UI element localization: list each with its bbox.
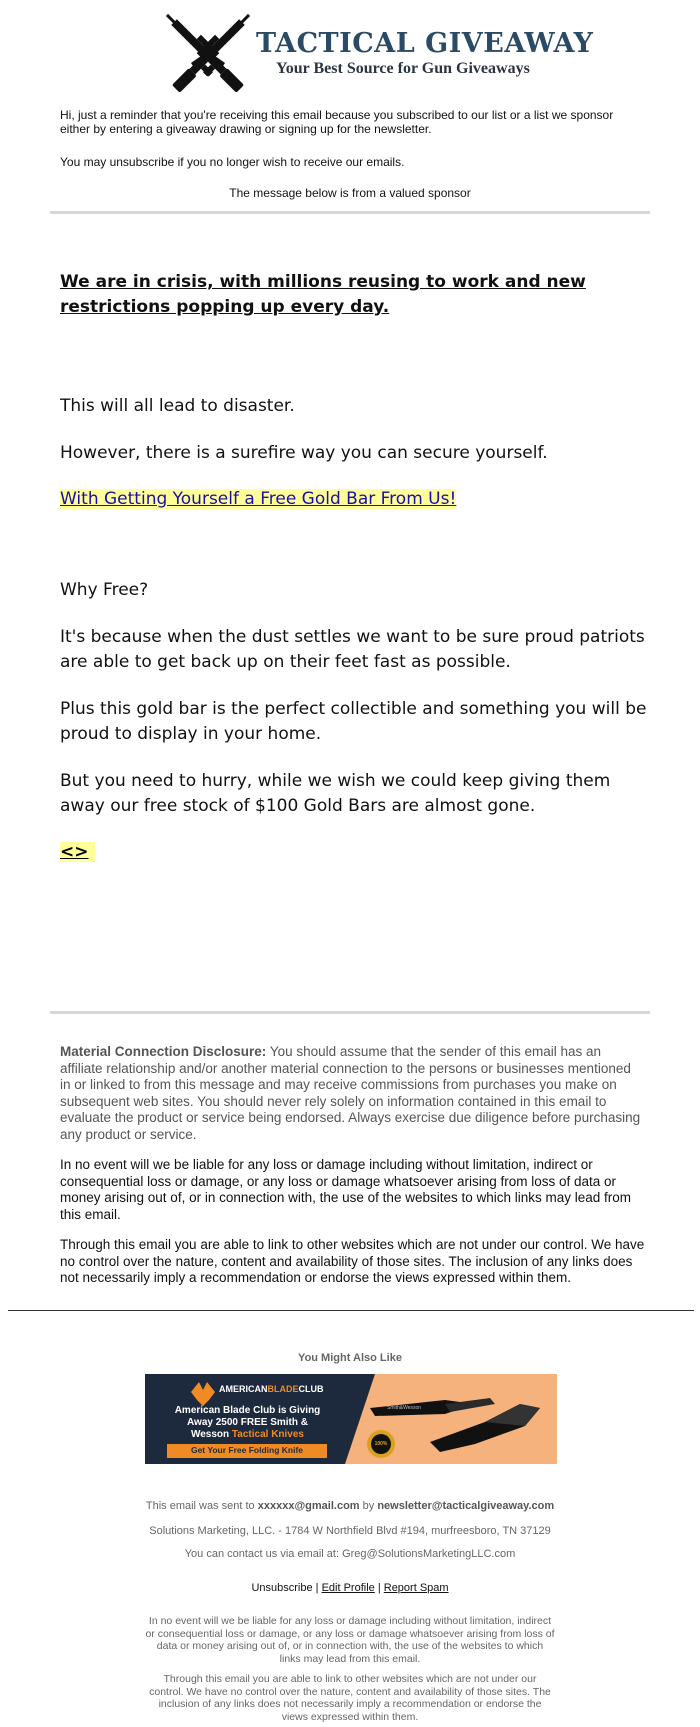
cta-link[interactable]: <> xyxy=(60,842,95,862)
external-links-disclaimer: Through this email you are able to link to other websites which are not under our control. We have no control over the nature, content and availability of those sites. The inclusion of any links does not necessarily imply a recommendation or endorse the views expressed within them. xyxy=(60,1237,645,1285)
crossed-rifles-icon xyxy=(158,10,258,102)
edit-profile-link[interactable]: Edit Profile xyxy=(321,1582,375,1594)
guarantee-seal-text: 100% xyxy=(374,1441,388,1447)
liability-disclaimer: In no event will we be liable for any loss or damage including without limitation, indirect or consequential loss or damage, or any loss or damage whatsoever arising from loss of data or money arising out of, or in connection with, the use of the websites to which links may lead from this email. xyxy=(60,1157,632,1222)
recipient-email: xxxxxx@gmail.com xyxy=(257,1500,360,1512)
knife-brand-label: Smith&Wesson xyxy=(387,1405,422,1411)
company-address: Solutions Marketing, LLC. - 1784 W Northfield Blvd #194, murfreesboro, TN 37129 xyxy=(149,1525,551,1537)
disclosure-title: Material Connection Disclosure: xyxy=(60,1044,267,1059)
divider-top xyxy=(50,211,650,214)
unsubscribe-link[interactable]: Unsubscribe xyxy=(251,1582,313,1594)
sponsor-paragraph-1: This will all lead to disaster. xyxy=(60,396,295,416)
contact-line: You can contact us via email at: Greg@SolutionsMarketingLLC.com xyxy=(184,1548,516,1560)
sponsor-headline: We are in crisis, with millions reusing to work and new restrictions popping up every day. xyxy=(60,272,586,317)
cta-link-wrap xyxy=(60,840,650,865)
subscription-reminder: Hi, just a reminder that you're receiving this email because you subscribed to our list or a list we sponsor either by entering a giveaway drawing or signing up for the newsletter. xyxy=(60,108,614,136)
sponsor-paragraph-3: Why Free? xyxy=(60,580,149,600)
sponsor-paragraph-5: Plus this gold bar is the perfect collectible and something you will be proud to display in your home. xyxy=(60,699,647,744)
sponsor-note: The message below is from a valued sponsor xyxy=(229,186,471,200)
sponsor-paragraph-6: But you need to hurry, while we wish we could keep giving them away our free stock of $100 Gold Bars are almost gone. xyxy=(60,771,611,816)
you-might-also-like-heading: You Might Also Like xyxy=(298,1352,402,1364)
sponsor-paragraph-2: However, there is a surefire way you can secure yourself. xyxy=(60,443,548,463)
report-spam-link[interactable]: Report Spam xyxy=(383,1582,449,1594)
american-blade-club-banner[interactable] xyxy=(145,1374,557,1464)
banner-button[interactable]: Get Your Free Folding Knife xyxy=(190,1445,304,1455)
sender-email: newsletter@tacticalgiveaway.com xyxy=(377,1500,555,1512)
divider-bottom xyxy=(50,1011,650,1014)
gold-bar-link[interactable]: With Getting Yourself a Free Gold Bar From Us! xyxy=(60,489,457,509)
sent-to-line: This email was sent to xxxxxx@gmail.com by newsletter@tacticalgiveaway.com xyxy=(145,1500,555,1512)
footer-liability-text: In no event will we be liable for any loss or damage including without limitation, indirect or consequential loss or damage, or any loss or damage whatsoever arising from loss of data or money arising out of, or in connection with, the use of the websites to which links may lead from this email. xyxy=(145,1615,555,1665)
material-disclosure xyxy=(60,1044,645,1143)
disclosure-text: You should assume that the sender of this email has an affiliate relationship and/or another material connection to the persons or businesses mentioned in or linked to from this message and may receive commissions from purchases you make on subsequent web sites. You should never rely solely on information contained in this email to evaluate the product or service being endorsed. Always exercise due diligence before purchasing any product or service. xyxy=(60,1044,641,1142)
gold-bar-link-wrap xyxy=(60,487,650,512)
unsubscribe-note: You may unsubscribe if you no longer wish to receive our emails. xyxy=(60,155,405,169)
tactical-giveaway-logo[interactable] xyxy=(158,10,594,102)
banner-brand: AMERICANBLADECLUB xyxy=(219,1384,324,1394)
footer-external-links-text: Through this email you are able to link to other websites which are not under our control. We have no control over the nature, content and availability of those sites. The inclusion of any links does not necessarily imply a recommendation or endorse the views expressed within them. xyxy=(149,1673,551,1723)
banner-headline: American Blade Club is Giving Away 2500 FREE Smith & Wesson Tactical Knives xyxy=(174,1405,321,1440)
footer-links: Unsubscribe | Edit Profile | Report Spam xyxy=(251,1582,449,1594)
brand-name: TACTICAL GIVEAWAY xyxy=(256,28,594,59)
sponsor-paragraph-4: It's because when the dust settles we want to be sure proud patriots are able to get back up on their feet fast as possible. xyxy=(60,627,645,672)
brand-tagline: Your Best Source for Gun Giveaways xyxy=(276,60,530,77)
footer-divider xyxy=(8,1310,694,1311)
